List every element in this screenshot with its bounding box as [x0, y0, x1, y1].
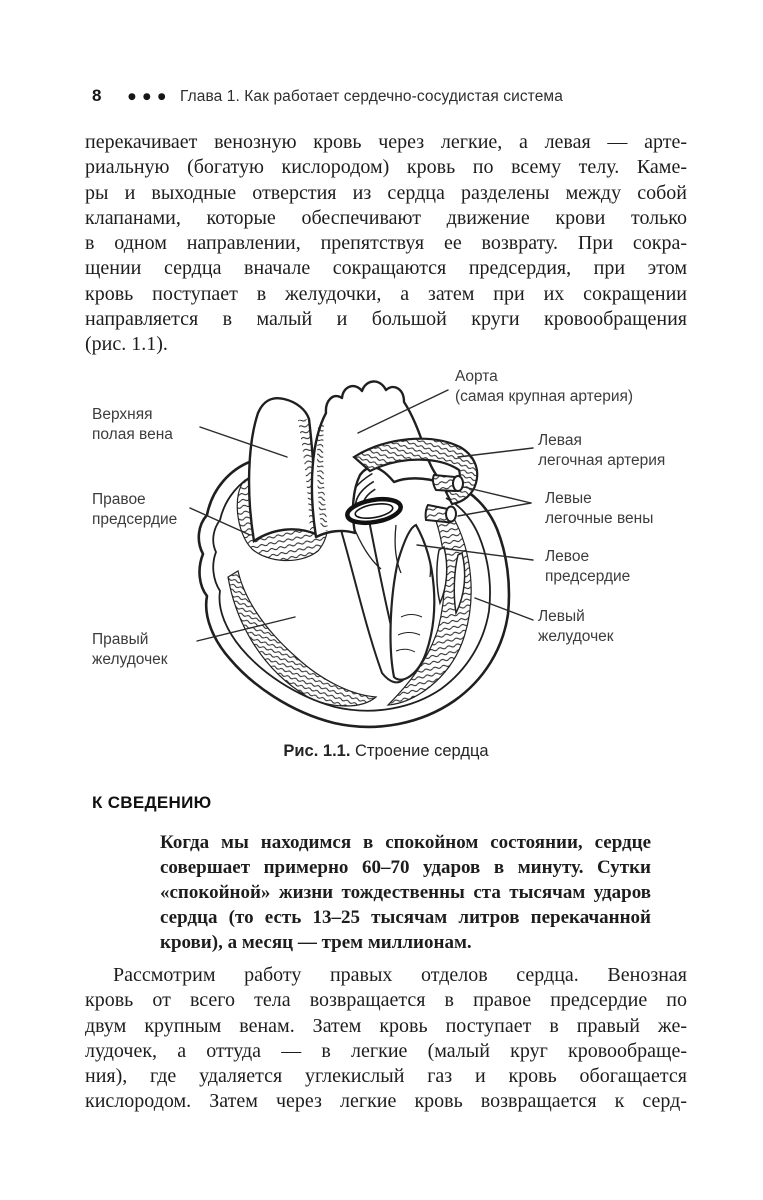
label-superior-vena-cava — [92, 405, 173, 445]
figure-caption — [85, 742, 687, 761]
text-line: предсердие — [545, 568, 631, 585]
figure-caption-number: Рис. 1.1. — [283, 742, 351, 760]
text-line: совершает примерно 60–70 ударов в минуту. Сутки — [160, 857, 651, 878]
label-left-pulmonary-artery — [538, 431, 665, 471]
text-line: (самая крупная артерия) — [455, 388, 634, 405]
text-line: Левый — [538, 608, 585, 625]
text-line: желудочек — [538, 628, 614, 645]
header-dots: ●●● — [128, 92, 173, 102]
text-line: направляется в малый и большой круги кровообращения — [85, 308, 687, 331]
text-line: Правый — [92, 631, 149, 648]
chapter-title: Глава 1. Как работает сердечно-сосудистая система — [180, 88, 563, 105]
label-left-pulmonary-veins — [545, 489, 653, 529]
figure-caption-text: Строение сердца — [355, 742, 489, 760]
label-right-atrium — [92, 490, 177, 530]
text-line: Левые — [545, 490, 592, 507]
label-aorta — [455, 367, 633, 407]
text-line: (рис. 1.1). — [85, 333, 168, 356]
text-line: Аорта — [455, 368, 498, 385]
text-line: сердца (то есть 13–25 тысячам литров перекачанной — [160, 907, 651, 928]
text-line: Верхняя — [92, 406, 153, 423]
label-right-ventricle — [92, 630, 168, 670]
text-line: перекачивает венозную кровь через легкие, а левая — арте- — [85, 131, 687, 153]
text-line: кислородом. Затем через легкие кровь возвращается к серд- — [85, 1090, 687, 1113]
label-left-ventricle — [538, 607, 614, 647]
text-line: предсердие — [92, 511, 178, 528]
text-line: полая вена — [92, 426, 173, 443]
text-line: легочная артерия — [538, 452, 666, 469]
text-line: в одном направлении, препятствуя ее возврату. При сокра- — [85, 232, 687, 255]
text-line: желудочек — [92, 651, 168, 668]
note-heading: К СВЕДЕНИЮ — [92, 793, 212, 812]
text-line: щении сердца вначале сокращаются предсердия, при этом — [85, 257, 687, 280]
text-line: клапанами, которые обеспечивают движение крови только — [85, 206, 687, 229]
text-line: лудочек, а оттуда — в легкие (малый круг кровообраще- — [85, 1039, 687, 1062]
text-line: ры и выходные отверстия из сердца разделены между собой — [85, 181, 687, 204]
paragraph-2 — [85, 963, 687, 1115]
page-number: 8 — [92, 86, 102, 105]
text-line: «спокойной» жизни тождественны ста тысячам ударов — [160, 882, 651, 903]
text-line: риальную (богатую кислородом) кровь по всему телу. Каме- — [85, 156, 687, 179]
text-line: Когда мы находимся в спокойном состоянии, сердце — [160, 832, 651, 853]
text-line: кровь от всего тела возвращается в правое предсердие по — [85, 989, 687, 1012]
text-line: Левая — [538, 432, 582, 449]
text-line: Рассмотрим работу правых отделов сердца. Венозная — [113, 964, 687, 986]
text-line: легочные вены — [545, 510, 654, 527]
note-block — [160, 830, 651, 955]
text-line: кровь поступает в желудочки, а затем при их сокращении — [85, 282, 687, 305]
text-line: Левое — [545, 548, 590, 565]
label-left-atrium — [545, 547, 630, 587]
text-line: крови), а месяц — трем миллионам. — [160, 932, 472, 953]
heart-figure — [0, 365, 763, 742]
text-line: Правое — [92, 491, 146, 508]
text-line: двум крупным венам. Затем кровь поступает в правый же- — [85, 1014, 687, 1037]
paragraph-1 — [85, 130, 687, 358]
text-line: ния), где удаляется углекислый газ и кровь обогащается — [85, 1065, 687, 1088]
